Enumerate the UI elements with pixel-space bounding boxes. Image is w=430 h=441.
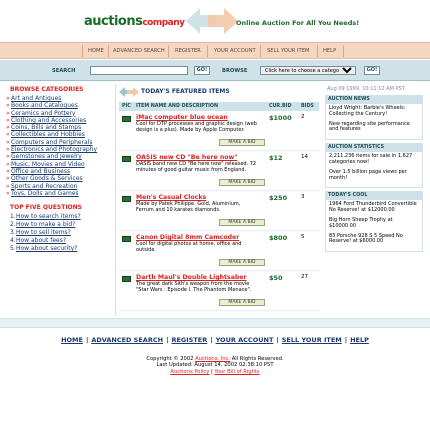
question-item: 5. How about security?: [8, 245, 114, 253]
item-description: Cool for digital photos at home, office and outside.: [136, 241, 242, 253]
featured-heading: [119, 86, 319, 98]
news-heading: AUCTION NEWS: [325, 95, 423, 103]
footer-link-register[interactable]: REGISTER: [171, 336, 208, 344]
top-questions-title: TOP FIVE QUESTIONS: [10, 204, 83, 212]
item-description: Cool for DTP processes and graphic design (web design is a plus). Made by Apple Computer.: [136, 121, 257, 133]
copyright-suffix: All Rights Reserved.: [231, 356, 284, 362]
news-item[interactable]: New regarding site performance and features: [329, 120, 410, 133]
category-link[interactable]: » Coins, Bills and Stamps: [8, 124, 114, 131]
featured-row: [119, 191, 319, 231]
item-title-link[interactable]: Canon Digital 8mm Camcoder: [136, 234, 240, 241]
item-description: OASIS band new CD "Be here now" released. 72 minutes of good guitar music from England.: [136, 161, 257, 173]
make-bid-button[interactable]: MAKE A BID: [219, 139, 265, 146]
featured-row: [119, 111, 319, 151]
featured-title: TODAY'S FEATURED ITEMS: [141, 88, 230, 95]
right-column: [325, 86, 423, 252]
policy-line: Auctions Policy | Your Bill of Rights: [170, 368, 260, 375]
item-current-bid: $1000: [269, 114, 292, 122]
col-bids: BIDS: [301, 104, 314, 109]
category-link[interactable]: » Other Goods & Services: [8, 175, 114, 182]
featured-row: [119, 151, 319, 191]
item-current-bid: $250: [269, 194, 288, 202]
last-updated: Last Updated: August 14, 2002 02:38:10 PST: [156, 362, 274, 369]
footer-link-advanced-search[interactable]: ADVANCED SEARCH: [91, 336, 164, 344]
question-link[interactable]: How to sell items?: [16, 229, 71, 237]
rights-link[interactable]: Your Bill of Rights: [214, 368, 260, 375]
cool-item[interactable]: 83 Porsche 928 S 5 Speed No Reserve! at $6000.00: [329, 232, 403, 245]
footer-link-your-account[interactable]: YOUR ACCOUNT: [215, 336, 274, 344]
nav-separator: [108, 45, 109, 57]
featured-items: [119, 86, 319, 311]
search-go-button[interactable]: GO!: [194, 66, 210, 75]
footer-link-home[interactable]: HOME: [61, 336, 83, 344]
tagline: Online Auction For All You Needs!: [236, 19, 360, 27]
footer-link-help[interactable]: HELP: [350, 336, 369, 344]
footer-nav: HOME | ADVANCED SEARCH | REGISTER | YOUR ACCOUNT | SELL YOUR ITEM | HELP: [61, 336, 369, 344]
nav-separator: [343, 45, 344, 57]
search-input[interactable]: [90, 66, 188, 75]
cool-item[interactable]: Big Horn Sheep Trophy at $10000.00: [329, 216, 393, 229]
site-logo[interactable]: [84, 14, 185, 29]
category-link[interactable]: » Music, Movies and Video: [8, 161, 114, 168]
category-link[interactable]: » Books and Catalogues: [8, 102, 114, 109]
nav-separator: [317, 45, 318, 57]
item-bid-count: 27: [301, 274, 308, 280]
browse-label: BROWSE: [222, 68, 248, 74]
category-link[interactable]: » Sports and Recreation: [8, 183, 114, 190]
arrow-icon: [119, 86, 139, 98]
item-bid-count: 5: [301, 234, 305, 240]
copyright-block: [0, 356, 430, 375]
question-link[interactable]: How to search items?: [16, 213, 81, 221]
category-select[interactable]: [260, 66, 356, 75]
nav-separator: [260, 45, 261, 57]
category-link[interactable]: » Collectibles and Hobbies: [8, 131, 114, 138]
header-arrows-graphic: [186, 6, 238, 36]
item-title-link[interactable]: Men's Casual Clocks: [136, 194, 207, 201]
make-bid-button[interactable]: MAKE A BID: [219, 219, 265, 226]
current-date: Aug 09 1999, 10:11:12 AM PST: [327, 86, 405, 92]
camera-icon[interactable]: [122, 196, 131, 202]
category-link[interactable]: » Ceramics and Pottery: [8, 110, 114, 117]
browse-categories-title: BROWSE CATEGORIES: [10, 86, 84, 93]
category-link[interactable]: » Art and Antiques: [8, 95, 114, 102]
cool-heading: TODAY'S COOL: [325, 191, 423, 199]
item-current-bid: $50: [269, 274, 283, 282]
news-box: [325, 103, 423, 140]
make-bid-button[interactable]: MAKE A BID: [219, 259, 265, 266]
copyright-prefix: Copyright © 2002: [146, 356, 194, 362]
camera-icon[interactable]: [122, 276, 131, 282]
item-bid-count: 3: [301, 194, 305, 200]
nav-advanced-search[interactable]: ADVANCED SEARCH: [113, 48, 165, 54]
make-bid-button[interactable]: MAKE A BID: [219, 179, 265, 186]
make-bid-button[interactable]: MAKE A BID: [219, 299, 265, 306]
item-title-link[interactable]: OASIS new CD "Be here now": [136, 154, 238, 161]
company-link[interactable]: Auctions, Inc.: [195, 356, 231, 362]
stats-heading: AUCTION STATISTICS: [325, 143, 423, 151]
nav-separator: [82, 45, 83, 57]
item-description: The great dark Sith's weapon from the movie "Star Wars : Episode I. The Phantom Menace".: [136, 281, 252, 293]
col-item: ITEM NAME AND DESCRIPTION: [136, 104, 218, 109]
question-item: 3. How to sell items?: [8, 229, 114, 237]
browse-go-button[interactable]: GO!: [364, 66, 380, 75]
top-nav: [0, 42, 430, 59]
logo-sub-text: company: [142, 18, 185, 28]
cool-item[interactable]: 1964 Ford Thunderbird Convertible No Reserve! at $12000.00: [329, 201, 417, 214]
stats-box: [325, 151, 423, 188]
policy-link[interactable]: Auctions Policy: [170, 368, 210, 375]
category-link[interactable]: » Gemstones and Jewelry: [8, 153, 114, 160]
featured-table-header: [119, 102, 319, 111]
nav-help[interactable]: HELP: [323, 48, 337, 54]
search-bar: [0, 60, 430, 81]
nav-separator: [168, 45, 169, 57]
question-item: 1. How to search items?: [8, 213, 114, 221]
question-link[interactable]: How to make a bid?: [16, 221, 76, 229]
item-title-link[interactable]: iMac computer blue ocean: [136, 114, 228, 121]
nav-your-account[interactable]: YOUR ACCOUNT: [214, 48, 256, 54]
nav-register[interactable]: REGISTER: [175, 48, 201, 54]
cool-box: [325, 199, 423, 252]
col-curbid: CUR.BID: [269, 104, 292, 109]
item-current-bid: $12: [269, 154, 283, 162]
col-pic: PIC: [122, 104, 131, 109]
camera-icon[interactable]: [122, 116, 131, 122]
nav-separator: [207, 45, 208, 57]
camera-icon[interactable]: [122, 156, 131, 162]
question-link[interactable]: How about fees?: [16, 237, 67, 245]
left-column: [8, 86, 114, 253]
item-title-link[interactable]: Darth Maul's Double Lightsaber: [136, 274, 247, 281]
nav-home[interactable]: HOME: [88, 48, 104, 54]
question-item: 2. How to make a bid?: [8, 221, 114, 229]
question-link[interactable]: How about security?: [16, 245, 78, 253]
category-link[interactable]: » Electronics and Photography: [8, 146, 114, 153]
bottom-band: [0, 318, 430, 328]
search-label: SEARCH: [52, 68, 76, 74]
category-link[interactable]: » Computers and Peripherals: [8, 139, 114, 146]
question-item: 4. How about fees?: [8, 237, 114, 245]
news-item[interactable]: Lloyd Wright: Barbie's Wheels: Collecting the Century!: [329, 105, 406, 117]
featured-row: [119, 231, 319, 271]
category-link[interactable]: » Toys, Dolls and Games: [8, 190, 114, 197]
logo-main-text: auctions: [84, 14, 143, 29]
column-divider: [115, 84, 116, 316]
item-bid-count: 2: [301, 114, 305, 120]
camera-icon[interactable]: [122, 236, 131, 242]
footer-link-sell-your-item[interactable]: SELL YOUR ITEM: [281, 336, 342, 344]
category-link[interactable]: » Office and Business: [8, 168, 114, 175]
nav-sell-your-item[interactable]: SELL YOUR ITEM: [267, 48, 310, 54]
item-current-bid: $800: [269, 234, 288, 242]
item-description: Made by Patek Philippe. Gold, Aluminium, Ferrum and 10 karates diamonds.: [136, 201, 241, 213]
category-link[interactable]: » Clothing and Accessories: [8, 117, 114, 124]
featured-row: [119, 271, 319, 311]
stat-item: Over 1.5 billion page views per month!: [329, 168, 407, 181]
item-bid-count: 14: [301, 154, 308, 160]
stat-item: 2,211,236 items for sale in 1,627 categories now!: [329, 153, 413, 165]
